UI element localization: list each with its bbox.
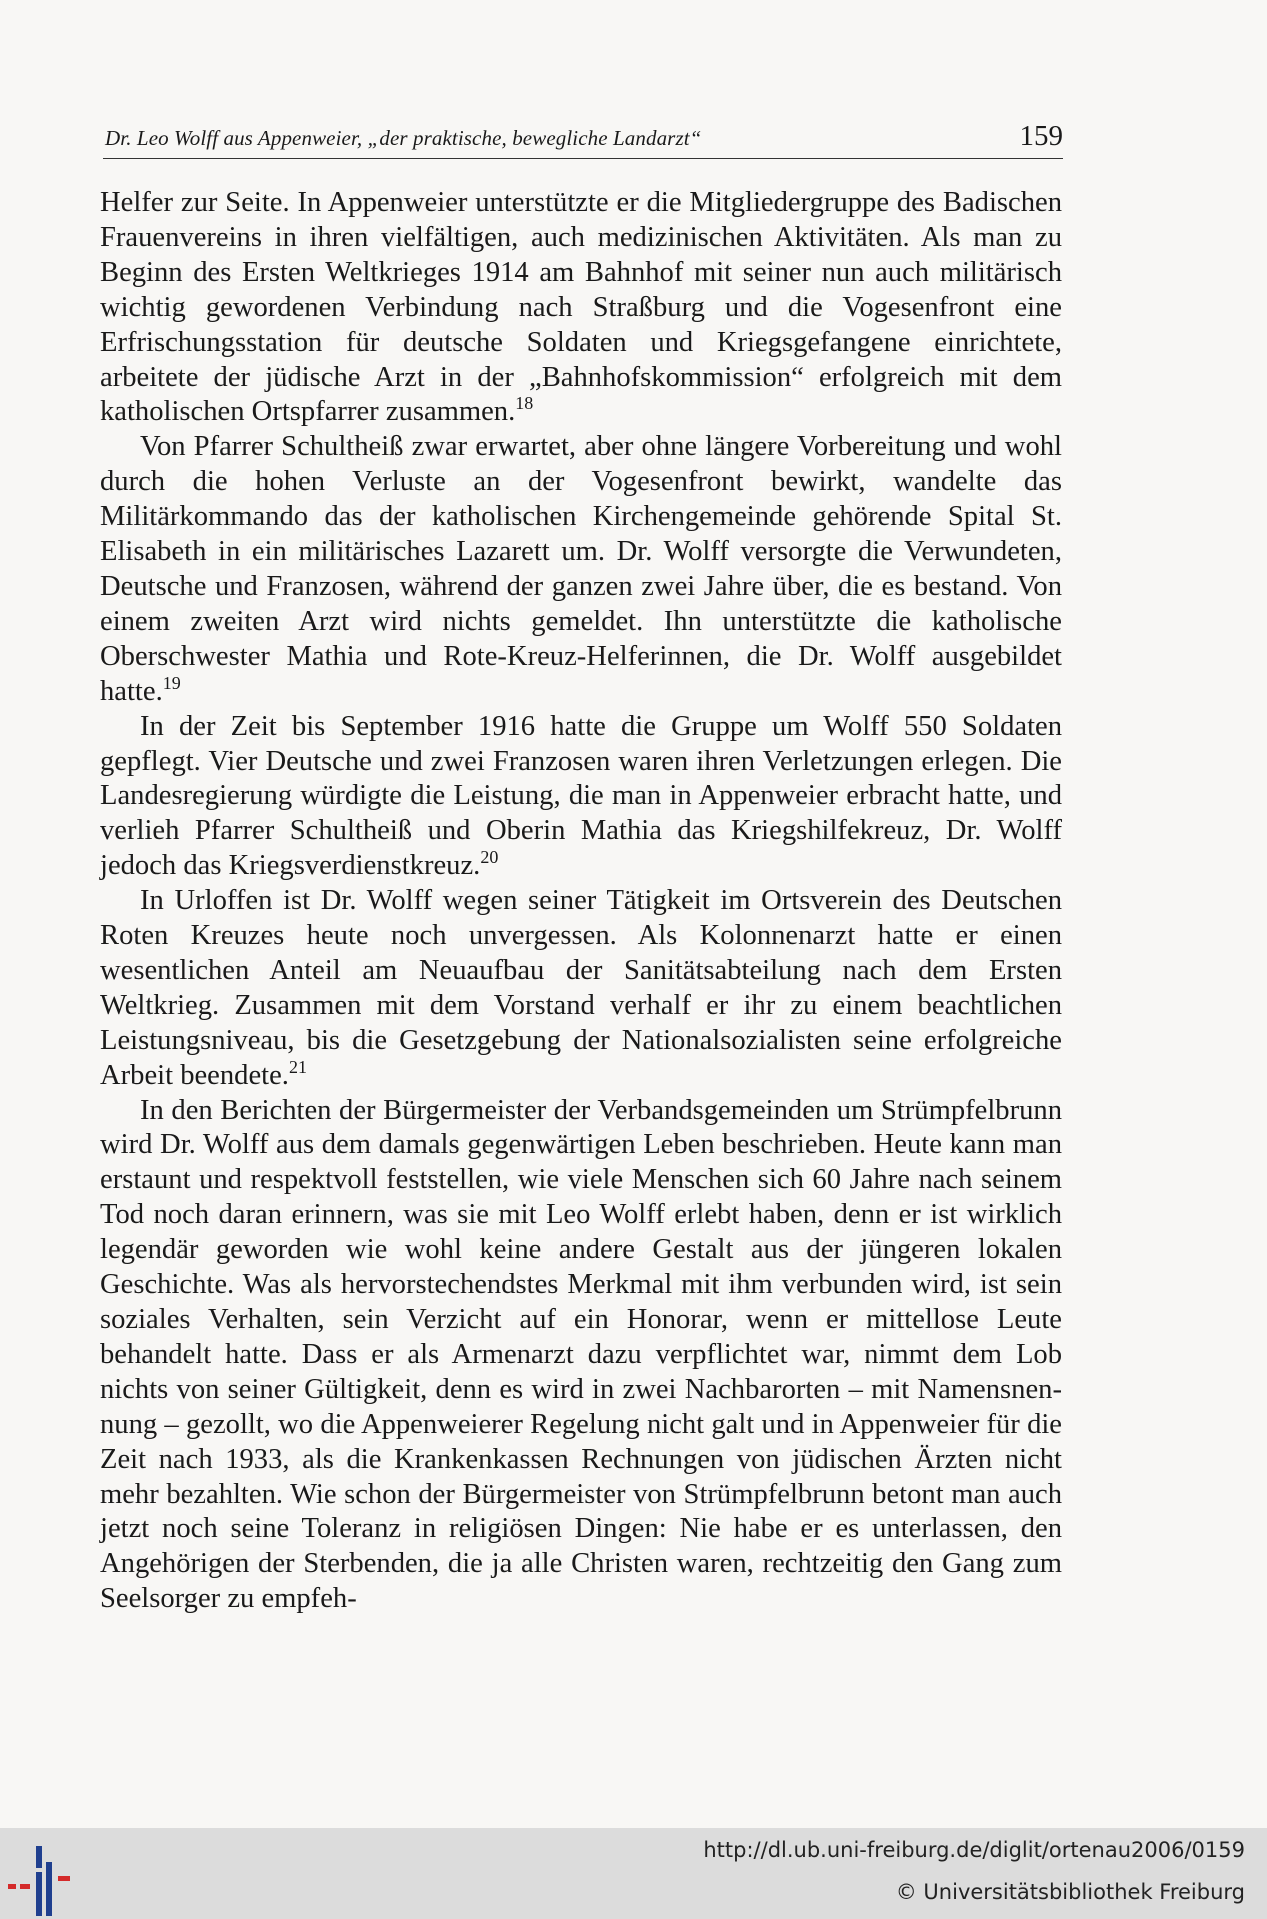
paragraph-text: In der Zeit bis September 1916 hatte die Gruppe um Wolff 550 Soldaten gepflegt. Vier Deutsche und zwei Franzosen waren ihren Verletzungen erlegen. Die Landesregierung würdigte die Leistung, die man in Appenweier erbracht hatte, und verlieh Pfarrer Schultheiß und Oberin Mathia das Kriegshilfekreuz, Dr. Wolff jedoch das Kriegsverdienstkreuz. [100,710,1062,882]
footnote-ref: 21 [288,1056,307,1077]
paragraph-text: Helfer zur Seite. In Appenweier unterstützte er die Mitgliedergruppe des Badischen Frauenvereins in ihren vielfältigen, auch medizinischen Aktivitäten. Als man zu Beginn des Ersten Weltkrieges 1914 am Bahnhof mit seiner nun auch militärisch wichtig gewordenen Verbindung nach Straßburg und die Vogesenfront eine Erfrischungsstation für deutsche Soldaten und Kriegsgefangene einrichtete, arbeitete der jüdische Arzt in der „Bahnhofskommission“ erfolgreich mit dem katholischen Ortspfarrer zusammen. [100,187,1062,428]
copyright-notice: © Universitätsbibliothek Freiburg [895,1880,1245,1904]
footnote-ref: 18 [515,393,534,414]
ub-freiburg-logo-icon [8,1846,80,1916]
footnote-ref: 19 [162,672,181,693]
source-link[interactable]: http://dl.ub.uni-freiburg.de/diglit/ortenau2006/0159 [703,1838,1245,1862]
body-text [100,186,1062,1617]
paragraph [100,1094,1062,1618]
paragraph [100,710,1062,885]
paragraph [100,430,1062,709]
running-title: Dr. Leo Wolff aus Appenweier, „der praktische, bewegliche Landarzt“ [105,126,702,150]
paragraph-text: Von Pfarrer Schultheiß zwar erwartet, aber ohne längere Vorbereitung und wohl durch die hohen Verluste an der Vogesenfront bewirkt, wandelte das Militärkommando das der katholischen Kirchengemeinde gehörende Spital St. Elisabeth in ein militärisches Lazarett um. Dr. Wolff versorgte die Verwundeten, Deutsche und Franzosen, während der ganzen zwei Jahre über, die es bestand. Von einem zweiten Arzt wird nichts gemeldet. Ihn unterstützte die katholische Oberschwester Mathia und Rote-Kreuz-Helferinnen, die Dr. Wolff ausgebildet hatte. [100,431,1062,707]
paragraph [100,186,1062,430]
running-header [103,118,1063,159]
paragraph-text: In den Berichten der Bürgermeister der Verbandsgemeinden um Strümpfelbrunn wird Dr. Wolff aus dem damals gegenwärtigen Leben beschrieben. Heute kann man erstaunt und respektvoll feststellen, wie viele Menschen sich 60 Jahre nach seinem Tod noch daran erinnern, was sie mit Leo Wolff erlebt haben, denn er ist wirklich legendär geworden wie wohl keine andere Gestalt aus der jüngeren lokalen Geschichte. Was als hervorstechendstes Merkmal mit ihm verbunden wird, ist sein soziales Verhalten, sein Verzicht auf ein Honorar, wenn er mittellose Leute behandelt hatte. Dass er als Armenarzt dazu verpflichtet war, nimmt dem Lob nichts von seiner Gültigkeit, denn es wird in zwei Nachbarorten – mit Namensnennung – gezollt, wo die Appenweierer Regelung nicht galt und in Appenweier für die Zeit nach 1933, als die Krankenkassen Rechnungen von jüdischen Ärzten nicht mehr bezahlten. Wie schon der Bürgermeister von Strümpfelbrunn betont man auch jetzt noch seine Toleranz in religiösen Dingen: Nie habe er es unterlassen, den Angehörigen der Sterbenden, die ja alle Christen waren, rechtzeitig den Gang zum Seelsorger zu empfeh- [100,1094,1062,1615]
paragraph [100,884,1062,1093]
paragraph-text: In Urloffen ist Dr. Wolff wegen seiner Tätigkeit im Ortsverein des Deutschen Roten Kreuzes heute noch unvergessen. Als Kolonnenarzt hatte er einen wesentlichen Anteil am Neuaufbau der Sanitätsabteilung nach dem Ersten Weltkrieg. Zusammen mit dem Vorstand verhalf er ihr zu einem beachtlichen Leistungsniveau, bis die Gesetzgebung der Nationalsozialisten seine erfolgreiche Arbeit beendete. [100,885,1062,1091]
page-number: 159 [1019,120,1063,152]
footnote-ref: 20 [480,847,499,868]
footer-bar [0,1828,1267,1919]
